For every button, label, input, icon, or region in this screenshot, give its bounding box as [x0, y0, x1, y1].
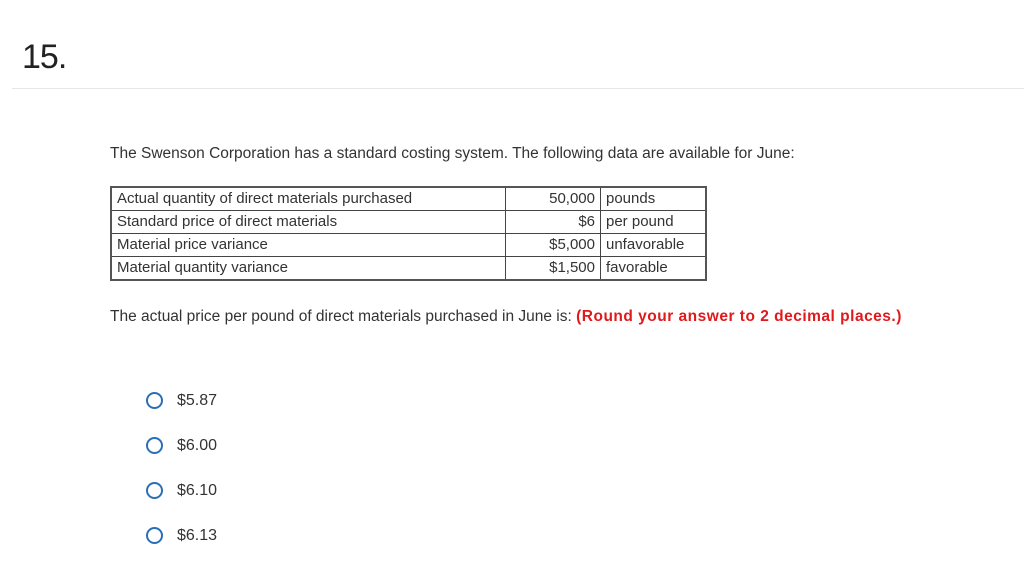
answer-option-2[interactable]: [146, 423, 217, 468]
prompt-text: The actual price per pound of direct materials purchased in June is:: [110, 308, 572, 325]
data-table: [110, 186, 707, 281]
table-row: [111, 257, 706, 281]
radio-button[interactable]: [146, 482, 163, 499]
row-unit: pounds: [601, 187, 707, 211]
row-label: Standard price of direct materials: [111, 211, 506, 234]
option-label[interactable]: $6.13: [177, 526, 218, 544]
row-amount: $6: [506, 211, 601, 234]
row-amount: $5,000: [506, 234, 601, 257]
header-divider: [12, 88, 1024, 89]
row-amount: $1,500: [506, 257, 601, 281]
radio-button[interactable]: [146, 437, 163, 454]
row-label: Material quantity variance: [111, 257, 506, 281]
option-label[interactable]: $6.00: [177, 436, 218, 454]
radio-button[interactable]: [146, 392, 163, 409]
row-amount: 50,000: [506, 187, 601, 211]
row-label: Material price variance: [111, 234, 506, 257]
answer-option-1[interactable]: [146, 378, 217, 423]
question-prompt: [110, 306, 930, 327]
rounding-note: (Round your answer to 2 decimal places.): [576, 308, 902, 325]
answer-option-3[interactable]: [146, 468, 217, 513]
option-label[interactable]: $5.87: [177, 391, 218, 409]
row-unit: per pound: [601, 211, 707, 234]
row-unit: favorable: [601, 257, 707, 281]
row-unit: unfavorable: [601, 234, 707, 257]
row-label: Actual quantity of direct materials purchased: [111, 187, 506, 211]
table-row: [111, 211, 706, 234]
question-intro: The Swenson Corporation has a standard costing system. The following data are available for June:: [110, 145, 795, 162]
answer-option-4[interactable]: [146, 513, 217, 558]
option-label[interactable]: $6.10: [177, 481, 218, 499]
radio-button[interactable]: [146, 527, 163, 544]
table-row: [111, 187, 706, 211]
table-row: [111, 234, 706, 257]
question-number: 15.: [22, 38, 67, 76]
answer-options: [146, 378, 217, 558]
